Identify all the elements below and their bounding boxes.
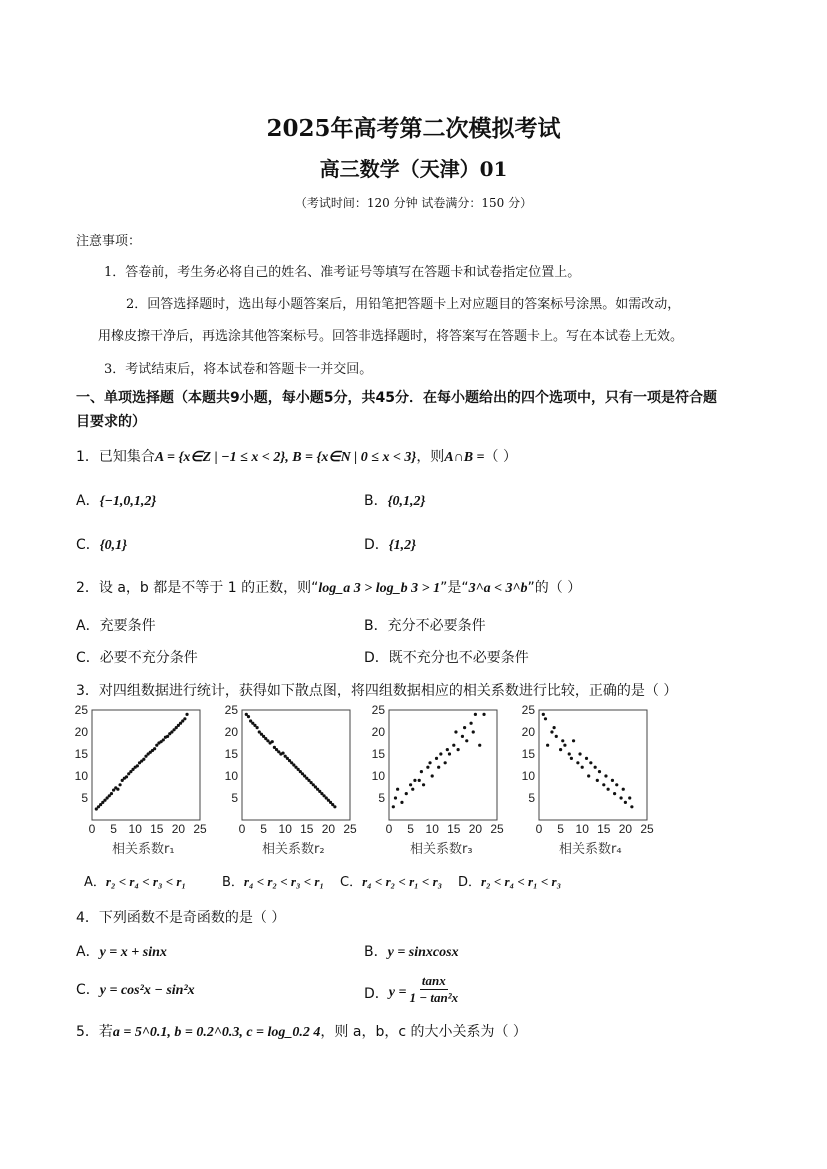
q1-option-b-value: {0,1,2}	[387, 494, 426, 509]
y-tick-label: 10	[521, 769, 535, 783]
q2-stem-prefix: 2．设 a，b 都是不等于 1 的正数，则“	[76, 580, 319, 596]
q2-stem-math2: 3^a < 3^b	[468, 581, 528, 596]
x-tick-label: 15	[447, 822, 461, 836]
scatter-plot-1	[70, 702, 210, 846]
data-point	[622, 788, 625, 791]
x-tick-label: 5	[110, 822, 117, 836]
data-point	[546, 744, 549, 747]
q1-option-d[interactable]	[364, 534, 416, 554]
q1-option-b-label: B．	[364, 493, 388, 509]
data-point	[281, 752, 284, 755]
scatter-plot-2-svg	[220, 702, 360, 842]
data-point	[472, 730, 475, 733]
data-point	[110, 792, 113, 795]
data-point	[409, 783, 412, 786]
q1-option-a-label: A．	[76, 493, 100, 509]
x-tick-label: 10	[575, 822, 589, 836]
q3-option-c[interactable]	[340, 871, 442, 890]
scatter-plot-3-svg	[367, 702, 507, 842]
data-point	[461, 735, 464, 738]
data-point	[118, 783, 121, 786]
scatter-plot-4	[517, 702, 657, 846]
q1-option-d-label: D．	[364, 537, 389, 553]
data-point	[454, 730, 457, 733]
q4-option-a-value: y = x + sinx	[99, 945, 167, 960]
y-tick-label: 10	[74, 769, 88, 783]
data-point	[142, 758, 145, 761]
y-tick-label: 20	[224, 725, 238, 739]
data-point	[604, 774, 607, 777]
data-point	[448, 752, 451, 755]
q4-stem: 4．下列函数不是奇函数的是（ ）	[76, 910, 286, 926]
data-point	[469, 722, 472, 725]
data-point	[411, 788, 414, 791]
data-point	[394, 796, 397, 799]
data-point	[413, 779, 416, 782]
data-point	[570, 757, 573, 760]
x-tick-label: 5	[260, 822, 267, 836]
data-point	[630, 805, 633, 808]
q4-option-b-label: B．	[364, 944, 388, 960]
q1-stem-suffix: （ ）	[484, 449, 517, 465]
q2-option-a[interactable]: A．充要条件	[76, 618, 156, 634]
q4-option-b-value: y = sinxcosx	[387, 945, 459, 960]
q2-stem-math: log_a 3 > log_b 3 > 1	[318, 581, 441, 596]
scatter-plot-3	[367, 702, 507, 846]
data-point	[578, 752, 581, 755]
x-tick-label: 5	[557, 822, 564, 836]
y-tick-label: 20	[371, 725, 385, 739]
y-tick-label: 15	[74, 747, 88, 761]
x-tick-label: 20	[321, 822, 336, 836]
q4-option-c-label: C．	[76, 982, 100, 998]
x-tick-label: 15	[300, 822, 314, 836]
data-point	[587, 774, 590, 777]
plot-4-caption: 相关系数r₄	[559, 842, 622, 857]
x-tick-label: 20	[171, 822, 186, 836]
q1-option-a[interactable]	[76, 490, 156, 510]
x-tick-label: 0	[238, 822, 246, 836]
q2-option-d[interactable]: D．既不充分也不必要条件	[364, 650, 529, 666]
q4-option-d-fraction	[409, 973, 458, 1006]
data-point	[615, 783, 618, 786]
q3-option-c-value: r₄ < r₂ < r₁ < r₃	[362, 874, 443, 889]
x-tick-label: 0	[385, 822, 393, 836]
q1-option-c-value: {0,1}	[99, 538, 128, 553]
y-tick-label: 5	[81, 791, 88, 805]
data-point	[392, 805, 395, 808]
q3-option-d-label: D．	[458, 875, 482, 890]
data-point	[576, 761, 579, 764]
data-point	[420, 770, 423, 773]
plot-frame	[389, 710, 497, 820]
x-tick-label: 25	[640, 822, 654, 836]
plot-2-caption: 相关系数r₂	[262, 842, 325, 857]
data-point	[572, 739, 575, 742]
note-item-1: 1．答卷前，考生务必将自己的姓名、准考证号等填写在答题卡和试卷指定位置上。	[104, 265, 581, 280]
q1-stem-math2: A∩B =	[444, 450, 485, 465]
q2-option-c[interactable]: C．必要不充分条件	[76, 650, 198, 666]
data-point	[463, 726, 466, 729]
data-point	[474, 713, 477, 716]
data-point	[396, 788, 399, 791]
q3-option-a-label: A．	[84, 875, 106, 890]
q1-option-c-label: C．	[76, 537, 100, 553]
q1-option-b[interactable]	[364, 490, 425, 510]
data-point	[596, 779, 599, 782]
data-point	[555, 735, 558, 738]
q4-option-d[interactable]	[364, 973, 459, 1006]
q1-option-c[interactable]	[76, 534, 127, 554]
data-point	[452, 744, 455, 747]
data-point	[136, 764, 139, 767]
q1-option-d-value: {1,2}	[388, 538, 417, 553]
q4-option-a-label: A．	[76, 944, 100, 960]
data-point	[185, 713, 188, 716]
data-point	[553, 726, 556, 729]
data-point	[271, 740, 274, 743]
data-point	[418, 779, 421, 782]
x-tick-label: 20	[468, 822, 483, 836]
x-tick-label: 0	[88, 822, 96, 836]
q1-stem-prefix: 1．已知集合	[76, 449, 155, 465]
data-point	[607, 788, 610, 791]
q3-option-a[interactable]	[84, 871, 186, 890]
q3-option-b-value: r₄ < r₂ < r₃ < r₁	[243, 874, 325, 889]
data-point	[446, 748, 449, 751]
data-point	[428, 761, 431, 764]
data-point	[550, 730, 553, 733]
q3-option-d[interactable]	[458, 871, 561, 890]
note-item-2-cont: 用橡皮擦干净后，再选涂其他答案标号。回答非选择题时，将答案写在答题卡上。写在本试卷上无效。	[98, 329, 684, 344]
q3-option-b[interactable]	[222, 871, 324, 890]
q4-option-b[interactable]	[364, 941, 459, 961]
y-tick-label: 5	[231, 791, 238, 805]
q5-stem	[76, 1021, 527, 1041]
data-point	[183, 717, 186, 720]
data-point	[457, 748, 460, 751]
data-point	[422, 783, 425, 786]
data-point	[333, 805, 336, 808]
data-point	[439, 752, 442, 755]
q2-stem-suffix: ”的（ ）	[527, 580, 582, 596]
data-point	[624, 801, 627, 804]
q4-option-c[interactable]	[76, 979, 195, 999]
scatter-plot-2	[220, 702, 360, 846]
q5-stem-prefix: 5．若	[76, 1024, 113, 1040]
data-point	[478, 744, 481, 747]
data-point	[162, 738, 165, 741]
data-point	[568, 752, 571, 755]
x-tick-label: 5	[407, 822, 414, 836]
plot-frame	[92, 710, 200, 820]
data-point	[542, 713, 545, 716]
q2-option-b[interactable]: B．充分不必要条件	[364, 618, 486, 634]
q2-stem	[76, 577, 581, 597]
y-tick-label: 10	[224, 769, 238, 783]
q1-option-a-value: {−1,0,1,2}	[99, 494, 157, 509]
data-point	[613, 792, 616, 795]
q3-option-c-label: C．	[340, 875, 363, 890]
x-tick-label: 10	[425, 822, 439, 836]
q4-option-d-numerator: tanx	[421, 973, 446, 988]
data-point	[594, 766, 597, 769]
data-point	[444, 761, 447, 764]
plot-3-caption: 相关系数r₃	[410, 842, 473, 857]
x-tick-label: 10	[128, 822, 142, 836]
y-tick-label: 5	[528, 791, 535, 805]
y-tick-label: 25	[521, 703, 535, 717]
y-tick-label: 15	[521, 747, 535, 761]
q4-option-d-denominator: 1 − tan²x	[409, 990, 459, 1005]
data-point	[628, 796, 631, 799]
x-tick-label: 25	[193, 822, 207, 836]
x-tick-label: 25	[490, 822, 504, 836]
page-title: 2025年高考第二次模拟考试	[266, 115, 561, 142]
data-point	[125, 775, 128, 778]
data-point	[431, 774, 434, 777]
y-tick-label: 20	[521, 725, 535, 739]
data-point	[619, 796, 622, 799]
data-point	[426, 766, 429, 769]
data-point	[598, 770, 601, 773]
scatter-plot-1-svg	[70, 702, 210, 842]
data-point	[561, 739, 564, 742]
q4-option-d-lhs: y =	[388, 984, 407, 1000]
q4-option-c-value: y = cos²x − sin²x	[99, 983, 195, 998]
y-tick-label: 15	[371, 747, 385, 761]
q3-option-d-value: r₂ < r₄ < r₁ < r₃	[481, 874, 562, 889]
data-point	[435, 757, 438, 760]
y-tick-label: 25	[74, 703, 88, 717]
x-tick-label: 20	[618, 822, 633, 836]
data-point	[589, 761, 592, 764]
data-point	[563, 744, 566, 747]
data-point	[153, 747, 156, 750]
q5-stem-suffix: ，则 a，b，c 的大小关系为（ ）	[320, 1024, 527, 1040]
q1-stem-math: A = {x∈Z | −1 ≤ x < 2}, B = {x∈N | 0 ≤ x < 3}	[154, 450, 417, 465]
data-point	[465, 739, 468, 742]
plot-1-caption: 相关系数r₁	[112, 842, 175, 857]
y-tick-label: 25	[224, 703, 238, 717]
section-heading: 一、单项选择题（本题共9小题，每小题5分，共45分．在每小题给出的四个选项中，只有一项是符合题	[76, 390, 717, 406]
q4-option-d-label: D．	[364, 985, 389, 1002]
data-point	[611, 779, 614, 782]
notes-heading: 注意事项：	[76, 234, 142, 249]
data-point	[400, 801, 403, 804]
q3-option-b-label: B．	[222, 875, 244, 890]
y-tick-label: 10	[371, 769, 385, 783]
data-point	[437, 766, 440, 769]
data-point	[166, 735, 169, 738]
note-item-3: 3．考试结束后，将本试卷和答题卡一并交回。	[104, 362, 373, 377]
y-tick-label: 15	[224, 747, 238, 761]
page-subtitle: 高三数学（天津）01	[319, 157, 508, 181]
exam-info: （考试时间：120 分钟 试卷满分：150 分）	[294, 196, 533, 210]
q3-stem: 3．对四组数据进行统计，获得如下散点图，将四组数据相应的相关系数进行比较，正确的是（ ）	[76, 683, 678, 699]
y-tick-label: 25	[371, 703, 385, 717]
q5-stem-math: a = 5^0.1, b = 0.2^0.3, c = log_0.2 4	[112, 1025, 321, 1040]
scatter-plot-4-svg	[517, 702, 657, 842]
data-point	[544, 717, 547, 720]
q3-option-a-value: r₂ < r₄ < r₃ < r₁	[105, 874, 186, 889]
data-point	[585, 757, 588, 760]
y-tick-label: 20	[74, 725, 88, 739]
note-item-2: 2．回答选择题时，选出每小题答案后，用铅笔把答题卡上对应题目的答案标号涂黑。如需改动，	[126, 297, 681, 312]
q1-stem-mid: ，则	[416, 449, 445, 465]
x-tick-label: 10	[278, 822, 292, 836]
data-point	[116, 788, 119, 791]
x-tick-label: 25	[343, 822, 357, 836]
data-point	[405, 792, 408, 795]
q1-stem	[76, 446, 517, 466]
section-heading-cont: 目要求的）	[76, 414, 146, 430]
x-tick-label: 15	[597, 822, 611, 836]
x-tick-label: 15	[150, 822, 164, 836]
data-point	[559, 748, 562, 751]
y-tick-label: 5	[378, 791, 385, 805]
q2-stem-mid: ”是“	[440, 580, 469, 596]
x-tick-label: 0	[535, 822, 543, 836]
data-point	[581, 766, 584, 769]
data-point	[482, 713, 485, 716]
data-point	[256, 726, 259, 729]
q4-option-a[interactable]	[76, 941, 167, 961]
data-point	[602, 783, 605, 786]
data-point	[247, 715, 250, 718]
